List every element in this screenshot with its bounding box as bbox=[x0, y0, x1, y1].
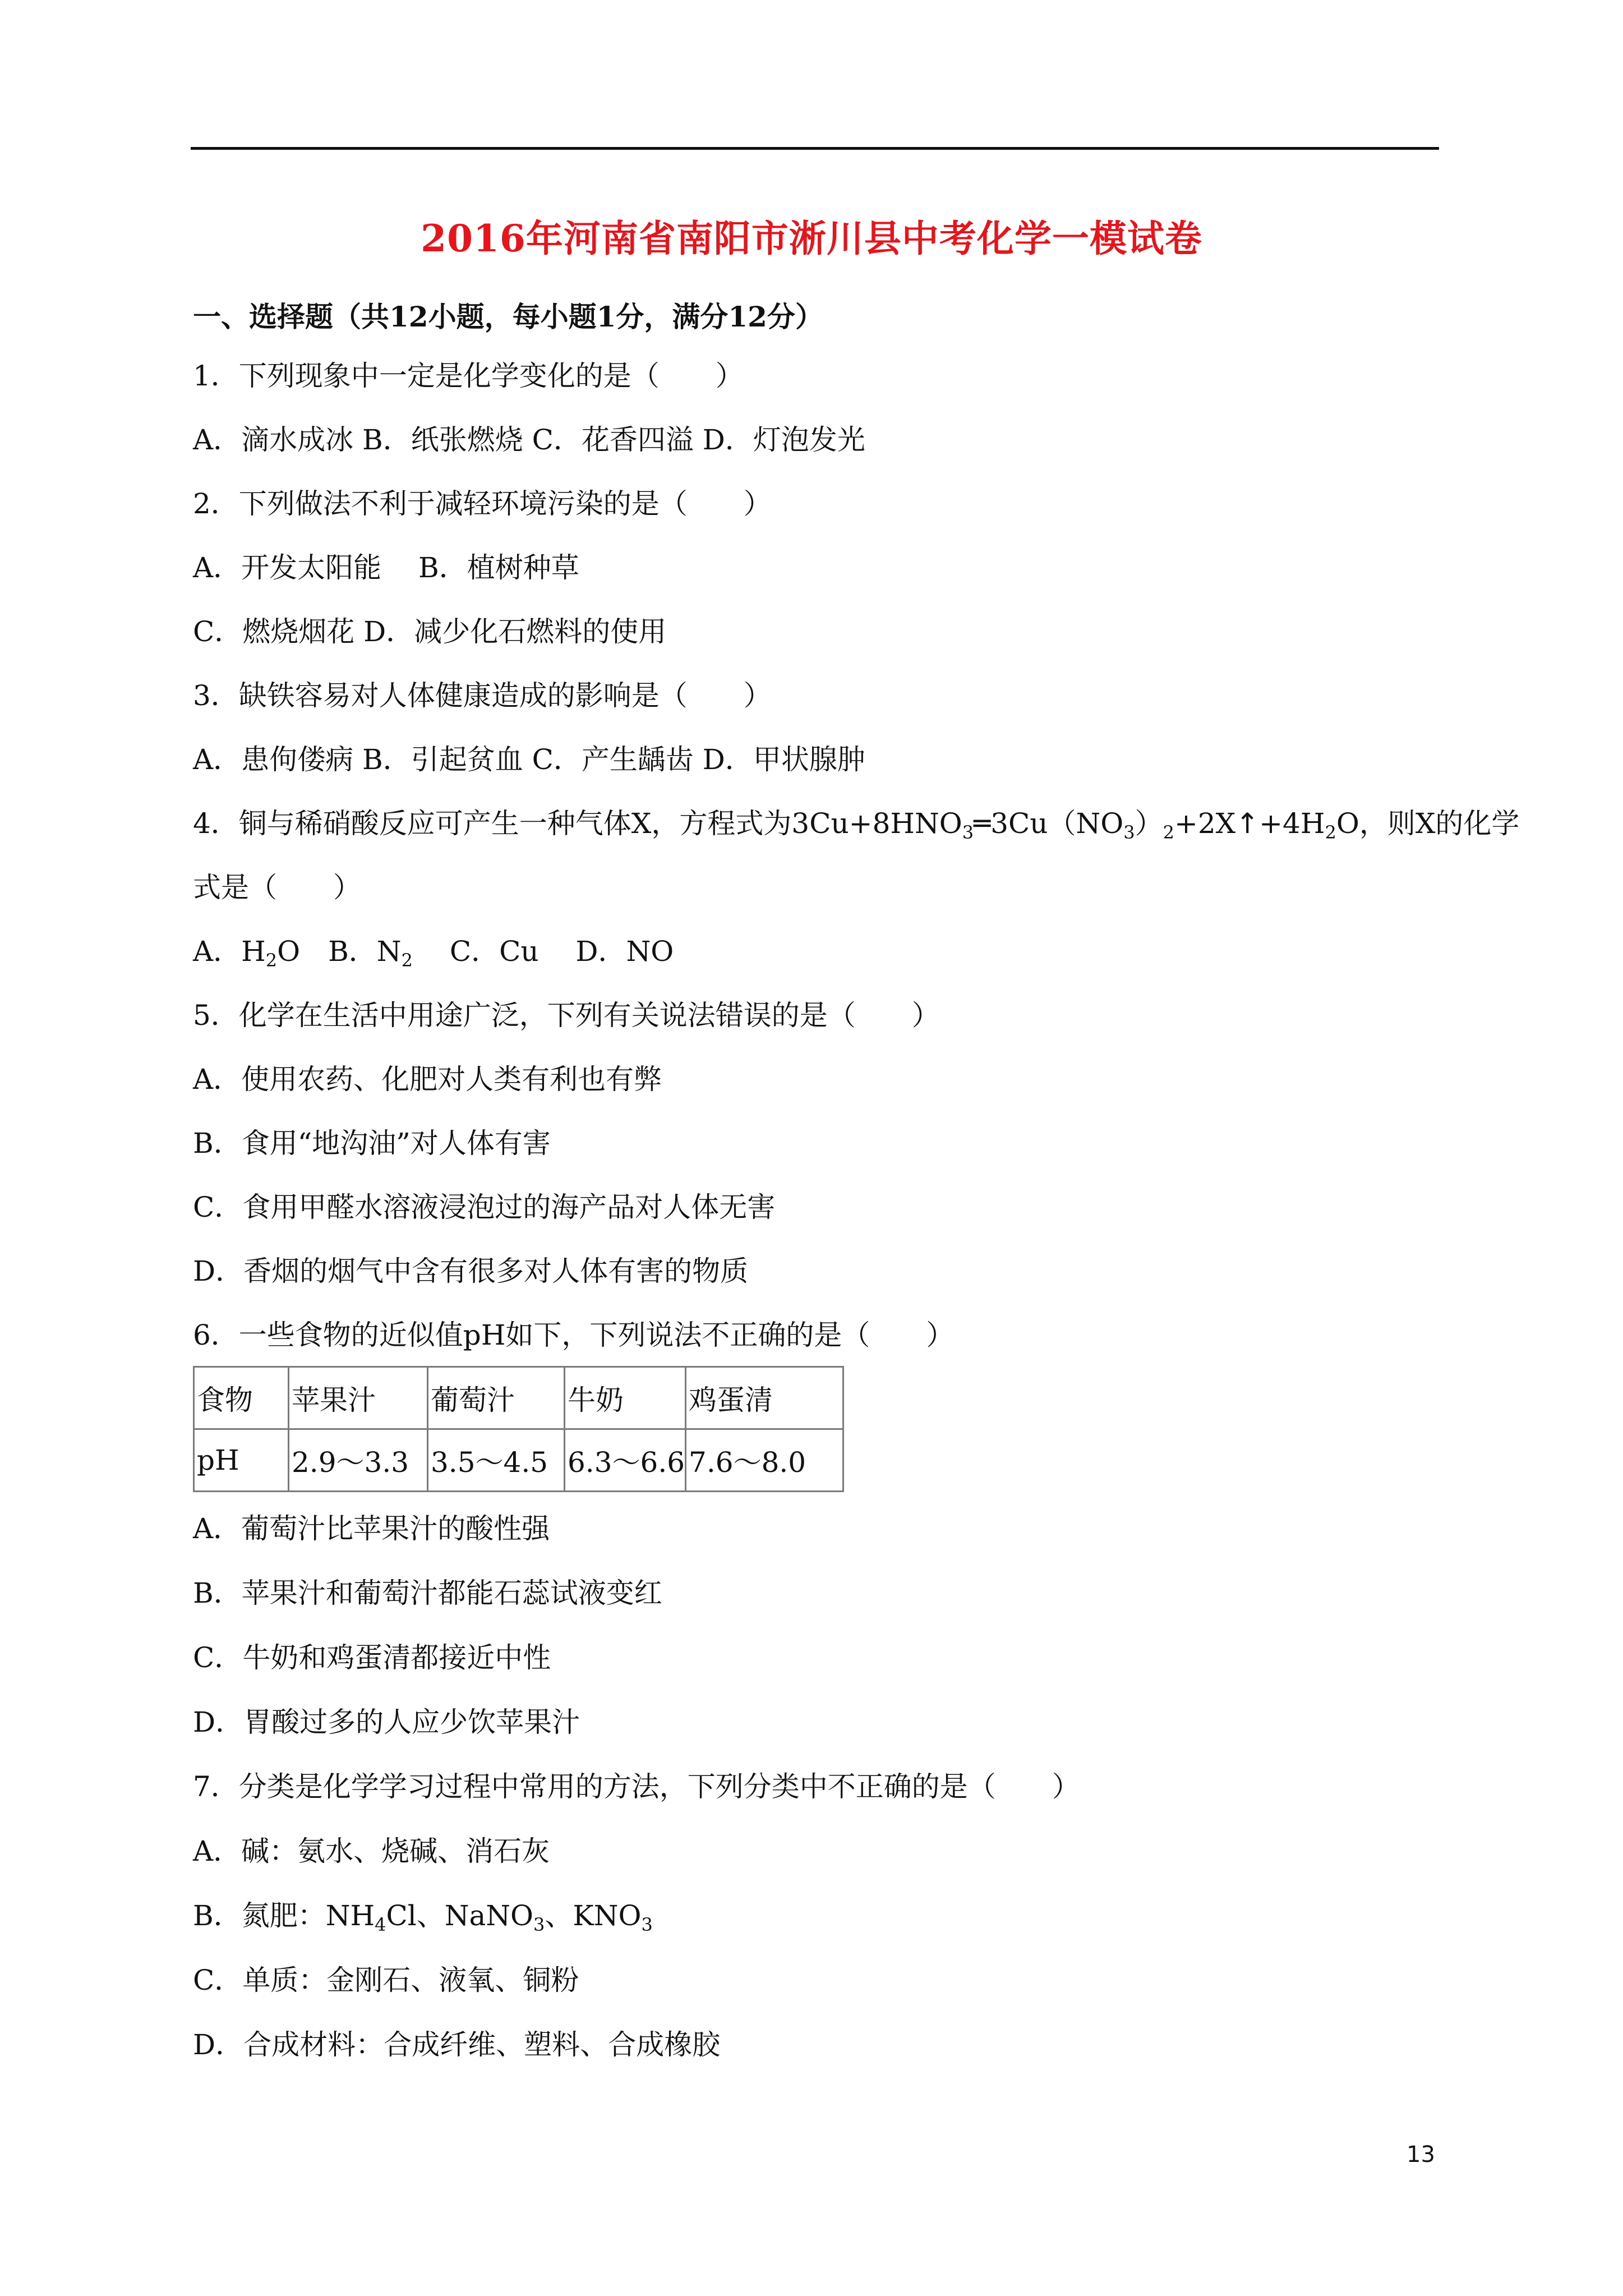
q4-option-cd: C．Cu D．NO bbox=[412, 935, 674, 968]
table-cell: 3.5～4.5 bbox=[428, 1429, 565, 1492]
q1-options: A．滴水成冰 B．纸张燃烧 C．花香四溢 D．灯泡发光 bbox=[193, 424, 865, 456]
q7-subscript: 3 bbox=[641, 1914, 653, 1935]
exam-title: 2016年河南省南阳市淅川县中考化学一模试卷 bbox=[421, 217, 1202, 260]
q3-stem: 3．缺铁容易对人体健康造成的影响是（ ） bbox=[193, 679, 772, 712]
table-header-cell: 鸡蛋清 bbox=[686, 1367, 843, 1429]
q4-stem bbox=[193, 807, 1520, 843]
section-heading: 一、选择题（共12小题，每小题1分，满分12分） bbox=[193, 300, 823, 333]
q4-text: ） bbox=[1135, 807, 1163, 840]
table-cell: 7.6～8.0 bbox=[686, 1429, 843, 1492]
q7-option-b bbox=[193, 1899, 653, 1935]
q3-options: A．患佝偻病 B．引起贫血 C．产生龋齿 D．甲状腺肿 bbox=[193, 743, 865, 776]
q5-option-d: D．香烟的烟气中含有很多对人体有害的物质 bbox=[193, 1255, 749, 1287]
q4-stem-line2: 式是（ ） bbox=[193, 871, 361, 904]
table-cell: pH bbox=[194, 1429, 289, 1492]
q4-option-a: A．H bbox=[193, 935, 266, 968]
q7-text: Cl、NaNO bbox=[386, 1899, 534, 1932]
table-row bbox=[194, 1367, 843, 1429]
q4-options bbox=[193, 935, 674, 971]
q5-option-c: C．食用甲醛水溶液浸泡过的海产品对人体无害 bbox=[193, 1191, 776, 1223]
page-number: 13 bbox=[1407, 2142, 1435, 2168]
q4-subscript: 2 bbox=[1325, 822, 1336, 843]
q7-option-c: C．单质：金刚石、液氧、铜粉 bbox=[193, 1964, 579, 1996]
q7-subscript: 4 bbox=[375, 1914, 386, 1935]
q4-text: +2X bbox=[1174, 807, 1236, 840]
table-row bbox=[194, 1429, 843, 1492]
q4-subscript: 2 bbox=[401, 950, 413, 971]
q4-text: ═3Cu（NO bbox=[974, 807, 1124, 840]
q1-stem: 1．下列现象中一定是化学变化的是（ ） bbox=[193, 360, 744, 392]
q7-text: 、KNO bbox=[545, 1899, 642, 1932]
q7-subscript: 3 bbox=[533, 1914, 545, 1935]
gas-arrow-icon: ↑ bbox=[1235, 807, 1260, 840]
header-rule bbox=[191, 147, 1439, 150]
q6-option-c: C．牛奶和鸡蛋清都接近中性 bbox=[193, 1641, 551, 1674]
table-header-cell: 葡萄汁 bbox=[428, 1367, 565, 1429]
q4-text: +4H bbox=[1259, 807, 1325, 840]
ph-table bbox=[193, 1366, 844, 1492]
table-cell: 2.9～3.3 bbox=[289, 1429, 428, 1492]
q4-subscript: 3 bbox=[1123, 822, 1135, 843]
q7-option-d: D．合成材料：合成纤维、塑料、合成橡胶 bbox=[193, 2028, 721, 2061]
q4-subscript: 3 bbox=[962, 822, 974, 843]
q5-option-b: B．食用“地沟油”对人体有害 bbox=[193, 1127, 551, 1159]
q4-subscript: 2 bbox=[265, 950, 278, 971]
q4-option-b: O B．N bbox=[277, 935, 402, 968]
q5-option-a: A．使用农药、化肥对人类有利也有弊 bbox=[193, 1063, 662, 1096]
q4-text: O，则X的化学 bbox=[1336, 807, 1520, 840]
table-header-cell: 苹果汁 bbox=[289, 1367, 428, 1429]
table-cell: 6.3～6.6 bbox=[565, 1429, 686, 1492]
q4-subscript: 2 bbox=[1163, 822, 1174, 843]
q7-option-a: A．碱：氨水、烧碱、消石灰 bbox=[193, 1835, 550, 1867]
table-header-cell: 牛奶 bbox=[565, 1367, 686, 1429]
table-header-cell: 食物 bbox=[194, 1367, 289, 1429]
q6-option-a: A．葡萄汁比苹果汁的酸性强 bbox=[193, 1512, 550, 1545]
q2-stem: 2．下列做法不利于减轻环境污染的是（ ） bbox=[193, 487, 772, 520]
q6-stem: 6．一些食物的近似值pH如下，下列说法不正确的是（ ） bbox=[193, 1319, 955, 1351]
q7-text: B．氮肥：NH bbox=[193, 1899, 375, 1932]
q2-options-1: A．开发太阳能 B．植树种草 bbox=[193, 551, 579, 584]
q5-stem: 5．化学在生活中用途广泛，下列有关说法错误的是（ ） bbox=[193, 999, 940, 1032]
q6-option-d: D．胃酸过多的人应少饮苹果汁 bbox=[193, 1706, 580, 1738]
q4-text: 4．铜与稀硝酸反应可产生一种气体X，方程式为3Cu+8HNO bbox=[193, 807, 962, 840]
q6-option-b: B．苹果汁和葡萄汁都能石蕊试液变红 bbox=[193, 1577, 662, 1609]
q7-stem: 7．分类是化学学习过程中常用的方法，下列分类中不正确的是（ ） bbox=[193, 1770, 1080, 1803]
q2-options-2: C．燃烧烟花 D．减少化石燃料的使用 bbox=[193, 615, 667, 648]
